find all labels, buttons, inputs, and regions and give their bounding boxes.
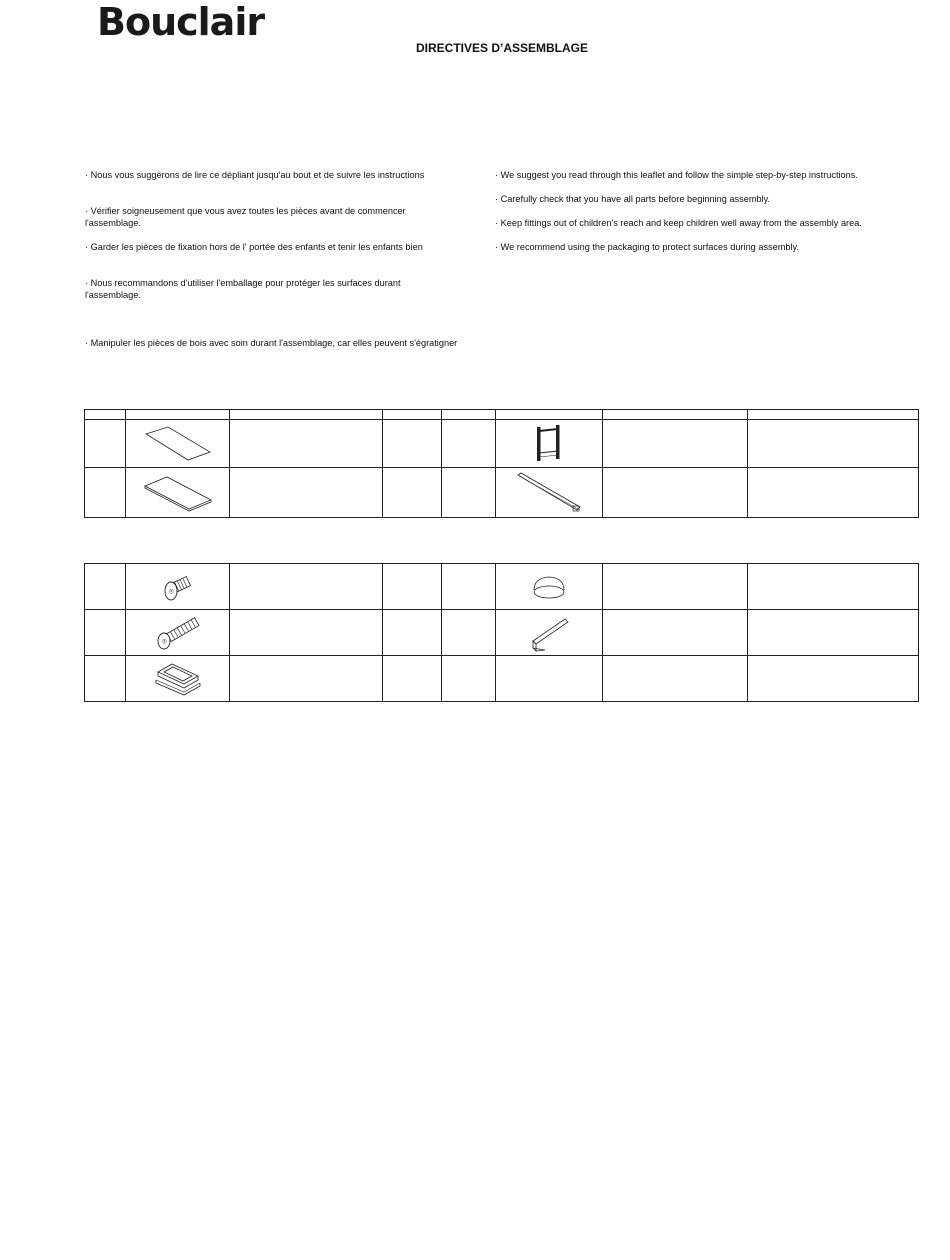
instruction-en-3: · Keep fittings out of children's reach and keep children well away from the assembly area. (495, 218, 862, 228)
part-qty-cell (748, 656, 919, 702)
part-name-cell (603, 610, 748, 656)
part-id-cell (442, 468, 496, 518)
header-cell (126, 410, 230, 420)
header-cell (383, 410, 442, 420)
part-id-cell (442, 420, 496, 468)
short-bolt-icon (160, 571, 196, 603)
part-image-cell (126, 564, 230, 610)
table-row (85, 420, 919, 468)
part-id-cell (442, 610, 496, 656)
part-name-cell (603, 656, 748, 702)
part-image-cell (126, 468, 230, 518)
part-qty-cell (383, 610, 442, 656)
part-name-cell (603, 420, 748, 468)
instruction-fr-3: · Garder les pièces de fixation hors de l' portée des enfants et tenir les enfants bien (85, 242, 423, 252)
part-name-cell (230, 610, 383, 656)
long-bolt-icon (154, 615, 202, 651)
part-id-cell (85, 656, 126, 702)
frame-leg-icon (529, 423, 569, 465)
part-qty-cell (748, 420, 919, 468)
part-image-cell (126, 420, 230, 468)
part-name-cell (230, 656, 383, 702)
part-name-cell (603, 468, 748, 518)
header-cell (230, 410, 383, 420)
svg-text:⌾: ⌾ (168, 586, 174, 596)
part-name-cell (230, 564, 383, 610)
header-cell (85, 410, 126, 420)
instruction-en-2: · Carefully check that you have all parts before beginning assembly. (495, 194, 771, 204)
header-cell (442, 410, 496, 420)
instruction-en-1: · We suggest you read through this leaflet and follow the simple step-by-step instructions. (495, 170, 858, 180)
part-qty-cell (383, 468, 442, 518)
instruction-fr-2: · Vérifier soigneusement que vous avez toutes les pièces avant de commencer l'assemblage. (85, 206, 406, 228)
hardware-table (84, 563, 919, 702)
parts-table (84, 409, 919, 518)
header-cell (748, 410, 919, 420)
rail-bar-icon (514, 471, 584, 515)
cap-dome-icon (531, 572, 567, 602)
table-row (85, 564, 919, 610)
allen-key-icon (525, 613, 573, 653)
part-name-cell (230, 420, 383, 468)
part-image-cell (496, 656, 603, 702)
part-id-cell (85, 610, 126, 656)
part-id-cell (85, 468, 126, 518)
part-id-cell (85, 564, 126, 610)
part-image-cell (126, 610, 230, 656)
instruction-en-4: · We recommend using the packaging to protect surfaces during assembly. (495, 242, 800, 252)
thick-board-icon (142, 474, 214, 512)
table-row (85, 656, 919, 702)
instruction-fr-5: · Manipuler les pièces de bois avec soin durant l'assemblage, car elles peuvent s'égratigner (85, 338, 458, 348)
flat-panel-icon (143, 424, 213, 464)
part-qty-cell (748, 468, 919, 518)
header-cell (496, 410, 603, 420)
instruction-fr-4: · Nous recommandons d'utiliser l'emballage pour protéger les surfaces durant l'assemblage. (85, 278, 401, 300)
part-name-cell (603, 564, 748, 610)
pads-stack-icon (152, 660, 204, 698)
part-id-cell (442, 564, 496, 610)
svg-text:⌾: ⌾ (161, 636, 167, 646)
part-image-cell (496, 564, 603, 610)
part-id-cell (442, 656, 496, 702)
table-row (85, 468, 919, 518)
part-qty-cell (383, 564, 442, 610)
part-qty-cell (383, 420, 442, 468)
page-title: DIRECTIVES D’ASSEMBLAGE (416, 41, 589, 55)
part-image-cell (496, 420, 603, 468)
logo: Bouclair (97, 0, 265, 44)
table-row (85, 610, 919, 656)
instruction-fr-1: · Nous vous suggérons de lire ce dépliant jusqu'au bout et de suivre les instructions (85, 170, 425, 180)
part-qty-cell (383, 656, 442, 702)
part-image-cell (496, 468, 603, 518)
part-qty-cell (748, 610, 919, 656)
part-id-cell (85, 420, 126, 468)
parts-header-row (85, 410, 919, 420)
part-image-cell (126, 656, 230, 702)
part-qty-cell (748, 564, 919, 610)
header-cell (603, 410, 748, 420)
part-name-cell (230, 468, 383, 518)
part-image-cell (496, 610, 603, 656)
